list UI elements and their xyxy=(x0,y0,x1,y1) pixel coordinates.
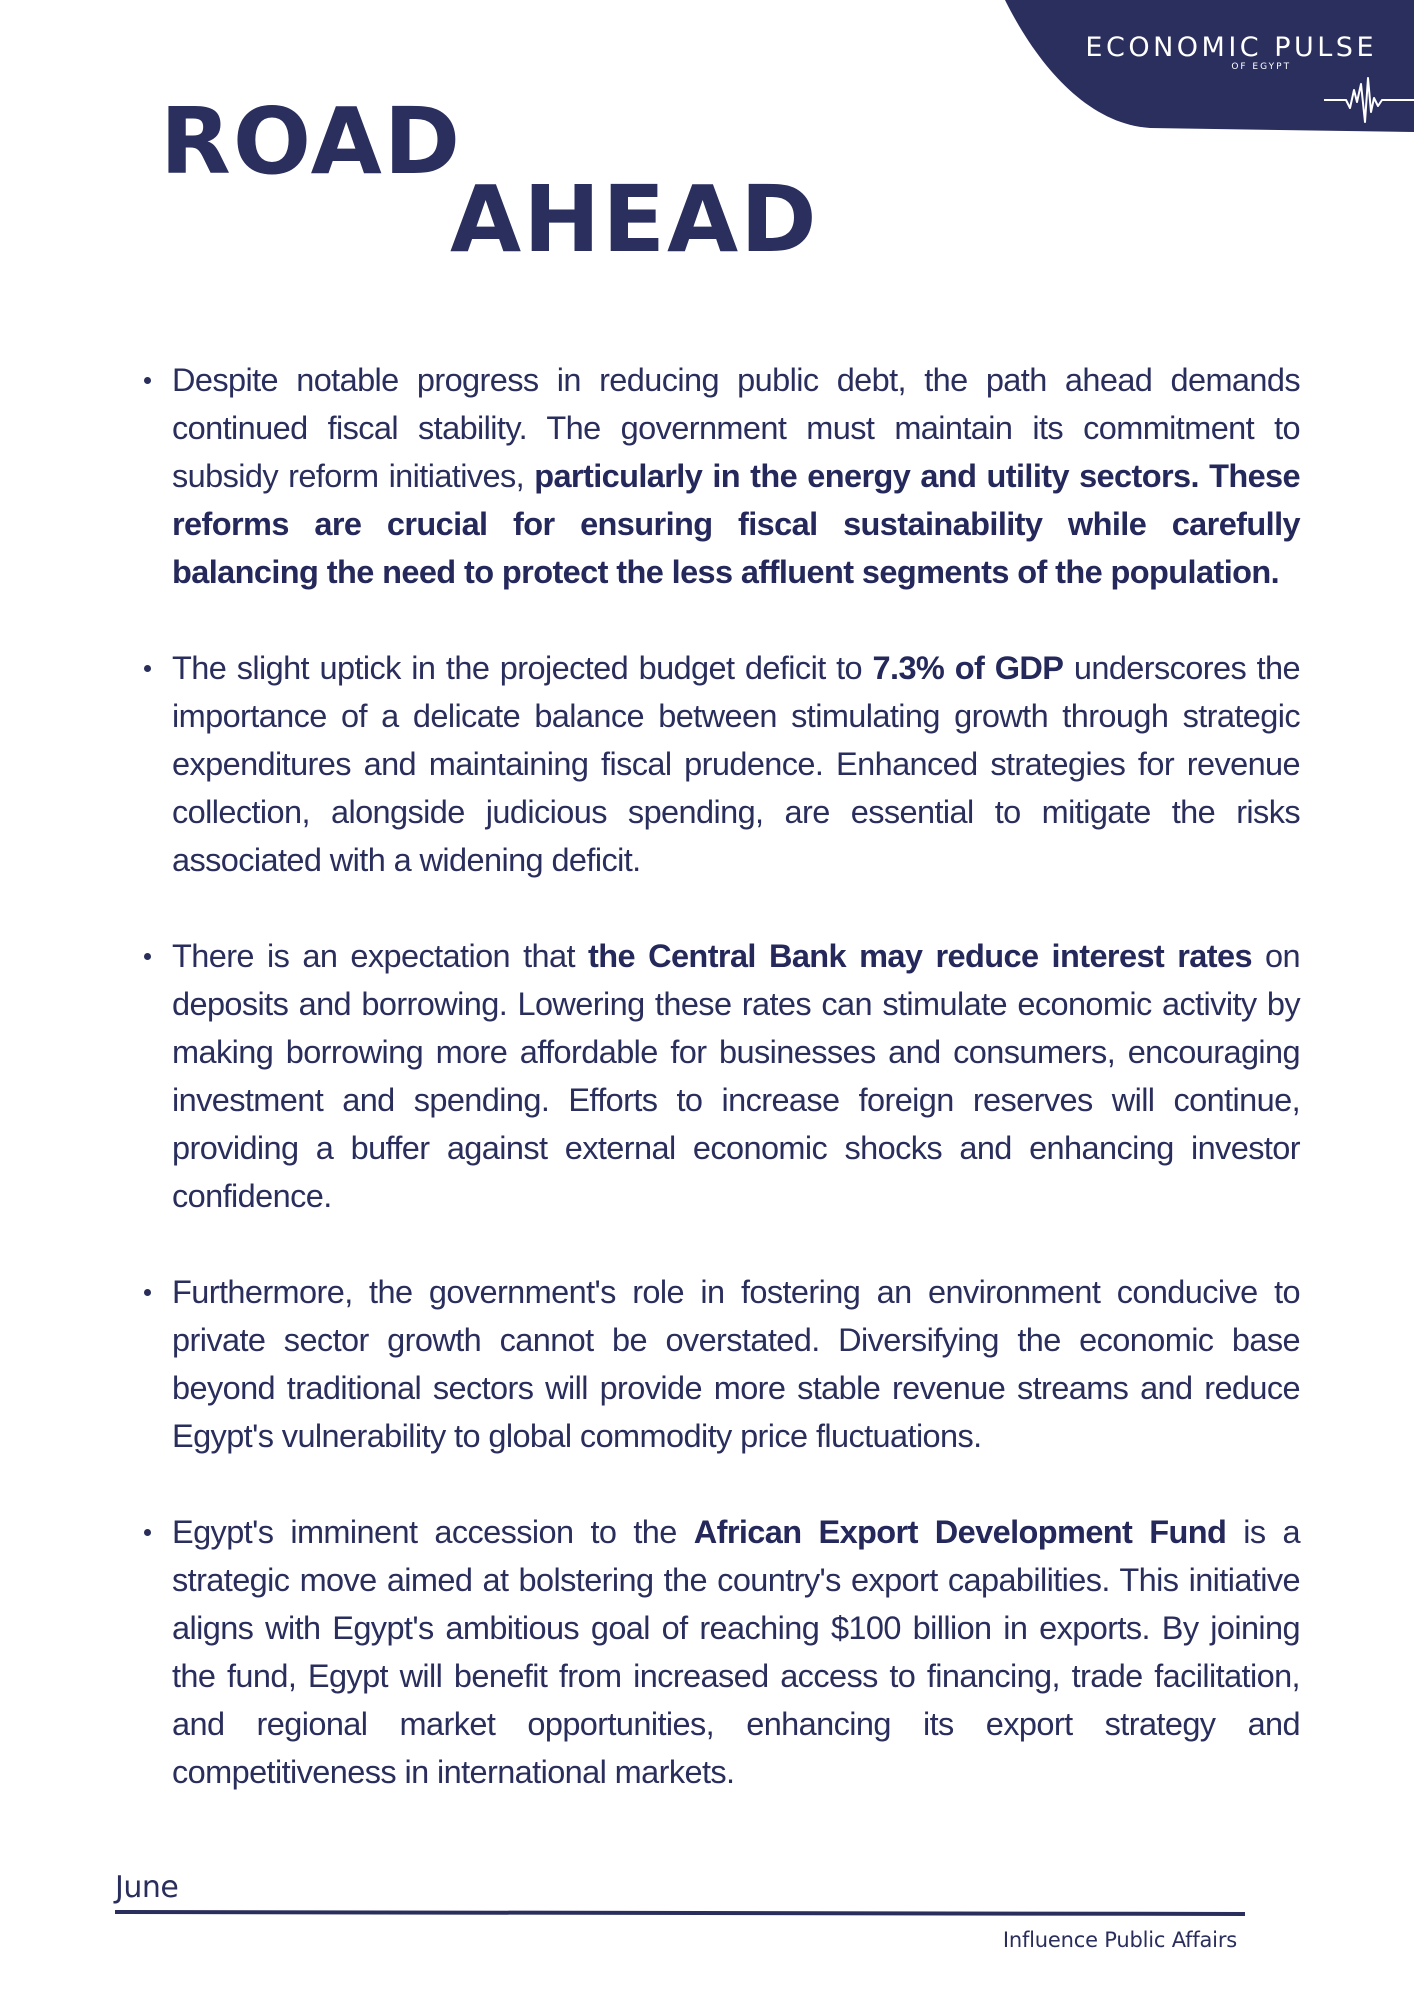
bullet-item-export-fund xyxy=(140,1508,1300,1796)
bullet-text xyxy=(172,644,1300,884)
bullet-item-interest-rates xyxy=(140,932,1300,1220)
bullet-text-segment: The slight uptick in the projected budget deficit to xyxy=(172,650,873,686)
heartbeat-pulse-icon xyxy=(1324,72,1414,134)
bullet-text-emphasis: the Central Bank may reduce interest rates xyxy=(588,938,1252,974)
bullet-text-segment: on deposits and borrowing. Lowering these rates can stimulate economic activity by making borrowing more affordable for businesses and consumers, encouraging investment and spending. Efforts to increase foreign reserves will continue, providing a buffer against external economic shocks and enhancing investor confidence. xyxy=(172,938,1300,1214)
brand-subtitle: OF EGYPT xyxy=(1231,62,1292,72)
bullet-text xyxy=(172,932,1300,1220)
bullet-item-private-sector xyxy=(140,1268,1300,1460)
footer-month: June xyxy=(115,1870,179,1905)
bullet-dot-icon xyxy=(144,377,151,384)
bullet-text-segment: is a strategic move aimed at bolstering the country's export capabilities. This initiative aligns with Egypt's ambitious goal of reaching $100 billion in exports. By joining the fund, Egypt will benefit from increased access to financing, trade facilitation, and regional market opportunities, enhancing its export strategy and competitiveness in international markets. xyxy=(172,1514,1300,1790)
bullet-text xyxy=(172,1508,1300,1796)
page-title-line1: ROAD xyxy=(160,88,463,195)
footer-divider xyxy=(115,1910,1245,1916)
bullet-item-budget-deficit xyxy=(140,644,1300,884)
bullet-dot-icon xyxy=(144,1289,151,1296)
bullet-text-segment: Egypt's imminent accession to the xyxy=(172,1514,694,1550)
bullet-text-segment: underscores the importance of a delicate balance between stimulating growth through strategic expenditures and maintaining fiscal prudence. Enhanced strategies for revenue collection, alongside judicious spending, are essential to mitigate the risks associated with a widening deficit. xyxy=(172,650,1301,878)
page-title-line2: AHEAD xyxy=(450,166,819,273)
road-ahead-bullet-list xyxy=(140,356,1300,1844)
bullet-dot-icon xyxy=(144,1529,151,1536)
bullet-text xyxy=(172,1268,1300,1460)
brand-logo xyxy=(1085,32,1377,72)
bullet-text xyxy=(172,356,1300,596)
bullet-item-fiscal-stability xyxy=(140,356,1300,596)
bullet-text-segment: There is an expectation that xyxy=(172,938,589,974)
bullet-text-emphasis: African Export Development Fund xyxy=(693,1514,1227,1550)
bullet-dot-icon xyxy=(144,665,151,672)
footer-organization: Influence Public Affairs xyxy=(1002,1928,1237,1952)
bullet-text-emphasis: particularly in the energy and utility sectors. These reforms are crucial for ensuring fiscal sustainability while carefully balancing the need to protect the less affluent segments of the population. xyxy=(172,458,1300,590)
brand-title: ECONOMIC PULSE xyxy=(1085,32,1377,63)
bullet-text-segment: Furthermore, the government's role in fostering an environment conducive to private sector growth cannot be overstated. Diversifying the economic base beyond traditional sectors will provide more stable revenue streams and reduce Egypt's vulnerability to global commodity price fluctuations. xyxy=(172,1274,1300,1454)
bullet-text-segment: Despite notable progress in reducing public debt, the path ahead demands continued fiscal stability. The government must maintain its commitment to subsidy reform initiatives, xyxy=(172,362,1300,494)
bullet-dot-icon xyxy=(144,953,151,960)
bullet-text-emphasis: 7.3% of GDP xyxy=(872,650,1064,686)
